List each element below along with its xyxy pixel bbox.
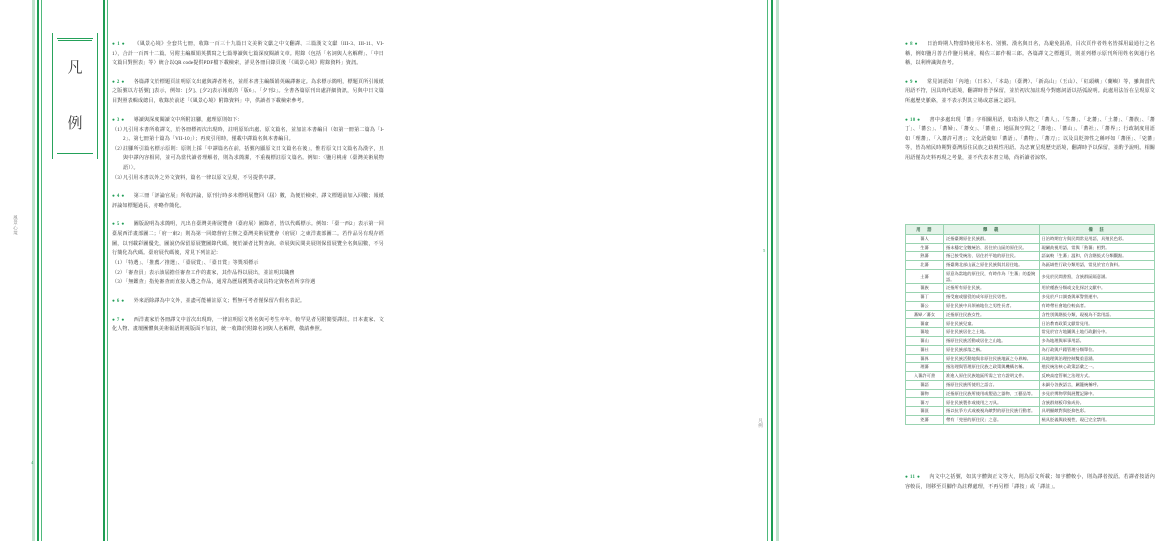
sublist-item bbox=[112, 278, 384, 288]
left-note-item bbox=[112, 116, 384, 184]
table-cell-def: 泛指原住民族女性。 bbox=[943, 310, 1039, 319]
table-cell-term: 蕃地 bbox=[906, 328, 944, 337]
table-cell-note: 反映高度管制之治理方式。 bbox=[1039, 372, 1154, 381]
table-cell-term: 蕃山 bbox=[906, 336, 944, 345]
table-cell-term: 熟蕃 bbox=[906, 252, 944, 261]
table-cell-term: 土蕃 bbox=[906, 269, 944, 283]
sublist-item-label: （3） bbox=[112, 279, 126, 286]
table-cell-term: 蕃人 bbox=[906, 234, 944, 243]
sublist-item bbox=[112, 126, 384, 145]
table-cell-term: 入蕃許可書 bbox=[906, 372, 944, 381]
table-cell-term: 蕃物 bbox=[906, 389, 944, 398]
left-note-item-text: 各篇譯文於標題頁註明原文出處與譯者姓名，並經本書主編顏娟英編譯審定。為求標示簡明，標題頁所引報紙之版號以方括號[ ]表示，例如：[夕]、[夕2]表示報紙的「版6」、「夕刊2」。全書各篇原刊出處詳細資訊，另與中日文篇目對照表輯成總目，收錄於前述「《風景心境》附錄資料」中，供讀者下載檢索參考。 bbox=[112, 78, 384, 104]
decorative-rule-thick-inner-left bbox=[103, 0, 105, 541]
right-note-item bbox=[905, 40, 1155, 69]
table-cell-note: 極具貶義與歧視性，現已完全禁用。 bbox=[1039, 416, 1154, 425]
left-note-item bbox=[112, 78, 384, 107]
left-note-item-number: ● 4 ● bbox=[112, 194, 125, 200]
table-row bbox=[906, 363, 1155, 372]
table-cell-def: 原住民族活動地與非原住民族地區之分界線。 bbox=[943, 354, 1039, 363]
table-cell-def: 指已接受統治、居住於平地的原住民。 bbox=[943, 252, 1039, 261]
table-cell-def: 指原住民族活動或居住之山地。 bbox=[943, 336, 1039, 345]
margin-note-right: 凡例 bbox=[758, 418, 764, 429]
left-note-item-paragraph bbox=[112, 116, 384, 126]
table-column-header: 備 註 bbox=[1039, 225, 1154, 235]
table-row bbox=[906, 261, 1155, 270]
decorative-rule-thin-left bbox=[41, 0, 42, 541]
table-row bbox=[906, 269, 1155, 283]
table-row bbox=[906, 398, 1155, 407]
table-cell-note: 具地理與治理控制雙重意涵。 bbox=[1039, 354, 1154, 363]
left-note-item bbox=[112, 192, 384, 211]
sublist-item-label: （2） bbox=[112, 145, 126, 152]
table-cell-term: 理蕃 bbox=[906, 363, 944, 372]
left-note-item-number: ● 3 ● bbox=[112, 117, 125, 123]
table-row bbox=[906, 380, 1155, 389]
table-cell-def: 泛指所有原住民族。 bbox=[943, 284, 1039, 293]
right-note-item-paragraph bbox=[905, 78, 1155, 107]
left-note-item-number: ● 1 ● bbox=[112, 42, 126, 47]
sublist-item bbox=[112, 174, 384, 184]
table-row bbox=[906, 293, 1155, 302]
page-title-block bbox=[52, 33, 98, 159]
table-cell-def: 泛指臺灣原住民族群。 bbox=[943, 234, 1039, 243]
table-cell-def: 指原住民族所使用之語言。 bbox=[943, 380, 1039, 389]
sublist-item bbox=[112, 145, 384, 174]
table-column-header: 釋 義 bbox=[943, 225, 1039, 235]
table-cell-note: 為區域性行政分類用語，常見於官方資料。 bbox=[1039, 261, 1154, 270]
margin-note-left: 風景心境 bbox=[13, 215, 19, 236]
right-note-item-paragraph bbox=[905, 40, 1155, 69]
table-cell-def: 指未穩定全數統治、居住於山區的原住民。 bbox=[943, 243, 1039, 252]
sublist-item-text: 註腳所引篇名標示原則：原則上採「中譯篇名在前，括號內顯原文日文篇名在後」，惟若原文日文篇名為漢字，且與中譯內容相同，並可為當代讀者理解者，則為求簡潔，不重複標註原文篇名。例如：〈鹽月桃甫（臺灣美術展物語）〉。 bbox=[123, 145, 384, 172]
left-note-item-text: 外來語除譯為中文外，並盡可能補註原文；暫無可考者僅保留片假名表記。 bbox=[133, 298, 306, 305]
table-cell-term: 蕃匪 bbox=[906, 407, 944, 416]
sublist-item-label: （3） bbox=[112, 174, 126, 181]
terminology-table-body bbox=[906, 234, 1155, 424]
table-cell-note: 含性別與階級分類，現視為不當用語。 bbox=[1039, 310, 1154, 319]
decorative-rule-pale-right bbox=[776, 0, 779, 541]
table-cell-def: 原意為當地的原住民，有時作為「生蕃」的委婉語。 bbox=[943, 269, 1039, 283]
left-note-item-number: ● 6 ● bbox=[112, 299, 125, 305]
table-cell-def: 准進入原住民族地區所需之官方證明文件。 bbox=[943, 372, 1039, 381]
right-note-item-text: 書中多處出現「蕃」字相關用語，如指涉人物之「蕃人」、「生蕃」、「北蕃」、「土蕃」、「蕃族」、「蕃丁」、「蕃公」、「蕃婦」、「蕃女」、「蕃童」；地區與空間之「蕃地」、「蕃山」、「蕃社」、「蕃界」；行政制度用語如「理蕃」、「入蕃許可書」；文化語彙如「蕃語」、「蕃物」、「蕃刀」；以及具貶抑性之稱呼如「蕃匪」、「兇蕃」等，皆為殖民時期對臺灣原住民族之歧視性用語。為忠實呈現歷史語境，翻譯時予以保留，並酌予說明。相關用語僅為史料再現之考量，並不代表本書立場，尚祈讀者諒察。 bbox=[905, 116, 1155, 161]
sublist-item-text: 凡引用本書所收譯文，於各冊標初次出現時，註明原始出處、原文篇名，並加註本書編目（如第一冊第二篇為「I-2」、第七冊第十篇為「VII-10」）；再度引用時，僅載中譯篇名與本書編目。 bbox=[123, 126, 384, 143]
table-row bbox=[906, 310, 1155, 319]
table-row bbox=[906, 234, 1155, 243]
table-cell-term: 蕃童 bbox=[906, 319, 944, 328]
left-note-item bbox=[112, 297, 384, 307]
right-page bbox=[400, 0, 1155, 541]
right-note-item-number: ● 10 ● bbox=[905, 117, 921, 123]
right-note-bottom-item-number: ● 11 ● bbox=[905, 475, 921, 480]
left-note-item-text: 《風景心境》全套共七冊，收錄一百三十九篇日文美術文獻之中文翻譯、三篇漢文文獻（III-3、III-11、VI-1），合計一百四十二篇。另附主編顏娟英撰寫之七篇導讀與七篇深度閱讀文章。附錄（包括「名詞與人名解釋」、「中日文篇目對照表」等）統合以QR code提供PDF檔下載檢索，詳見各冊目錄頁後「《風景心境》附錄資料」資訊。 bbox=[112, 41, 384, 67]
table-cell-term: 兇蕃 bbox=[906, 416, 944, 425]
left-note-item bbox=[112, 316, 384, 335]
table-row bbox=[906, 252, 1155, 261]
sublist-item bbox=[112, 259, 384, 269]
table-row bbox=[906, 407, 1155, 416]
table-cell-def: 指臺灣北部山區之原住民族與其居住地。 bbox=[943, 261, 1039, 270]
left-note-item-text: 圖版說明為求簡明，凡出自臺灣美術展覽會（臺府展）圖錄者，皆以代碼標示。例如：「臺一西2」表示第一回臺展西洋畫部圖二；「府一東2」則為第一回總督府主辦之臺灣美術展覽會（府展）之東洋畫部圖二。若作品另有現存經圖，以刊載彩圖優先，圖說仍保留原展覽圖錄代碼，便於讀者比對查詢。帝展與民間美展則保留展覽全名與屆數，不另行簡化為代碼。臺府展代碼後，常見下列註記： bbox=[112, 221, 384, 257]
table-cell-def: 指以抗爭方式或被視為敵對的原住民族行動者。 bbox=[943, 407, 1039, 416]
table-row bbox=[906, 372, 1155, 381]
folio-left: 4 bbox=[29, 460, 35, 466]
sublist-item-label: （2） bbox=[112, 269, 126, 276]
table-cell-term: 蕃語 bbox=[906, 380, 944, 389]
sublist-item-text: 「無鑑查」指免審查而直接入選之作品，通常為歷屆獲獎者或具特定資格者所享待遇 bbox=[123, 279, 316, 286]
table-cell-def: 指治理與管理原住民族之政策與機構名稱。 bbox=[943, 363, 1039, 372]
left-note-item-text: 第三冊「評論官展」所收評論，原刊行時多未標明展覽回（屆）數，為便於檢索，譯文標題前加入回數；報紙評論如標題過長，亦略作簡化。 bbox=[112, 193, 384, 209]
decorative-rule-thick-inner-right bbox=[771, 0, 773, 541]
page-title-char-1: 凡 bbox=[67, 59, 83, 76]
left-note-item-text: 西洋畫家於各冊譯文中首次出現時，一律註明原文姓名與可考生卒年，較罕見者另附簡要譯註。日本畫家、文化人物、畫壇團體與美術報語則視版面不加註，統一收錄於附錄名詞與人名解釋，敬請參照。 bbox=[112, 316, 384, 333]
left-page bbox=[0, 0, 400, 541]
left-note-item-paragraph bbox=[112, 78, 384, 107]
sublist-item-text: 凡引用本書以外之外文資料，篇名一律以原文呈現，不另提供中譯。 bbox=[123, 174, 279, 181]
table-cell-def: 原住民族部落之稱。 bbox=[943, 345, 1039, 354]
table-cell-term: 蕃刀 bbox=[906, 398, 944, 407]
table-cell-note: 日治時期官方與民間常見用語，具殖民色彩。 bbox=[1039, 234, 1154, 243]
decorative-rule-thin-inner-left bbox=[107, 0, 108, 541]
left-note-item-paragraph bbox=[112, 220, 384, 258]
folio-right: 5 bbox=[761, 248, 767, 254]
table-row bbox=[906, 336, 1155, 345]
table-cell-def: 原住民族居住之土地。 bbox=[943, 328, 1039, 337]
table-row bbox=[906, 243, 1155, 252]
sublist-item-label: （1） bbox=[112, 126, 126, 133]
left-note-item-number: ● 7 ● bbox=[112, 317, 125, 323]
table-cell-note: 有時帶社會地位較高者。 bbox=[1039, 301, 1154, 310]
decorative-rule-thin-inner-right bbox=[767, 0, 768, 541]
left-note-item-text: 導讀與深度閱讀文中所附註腳，處理原則如下： bbox=[133, 116, 243, 123]
page-title bbox=[53, 40, 97, 152]
table-cell-def: 原住民族中具領袖地位之男性長者。 bbox=[943, 301, 1039, 310]
table-cell-note: 殖民統治核心政策語彙之一。 bbox=[1039, 363, 1154, 372]
sublist-item bbox=[112, 269, 384, 279]
sublist-item-label: （1） bbox=[112, 260, 126, 267]
right-note-item bbox=[905, 78, 1155, 107]
table-row bbox=[906, 301, 1155, 310]
table-row bbox=[906, 345, 1155, 354]
sublist-item-text: 「特選」、「推薦／推選」、「臺展賞」、「臺日賞」等獎項標示 bbox=[123, 260, 259, 267]
right-note-bottom-item bbox=[905, 473, 1155, 492]
table-cell-def: 原住民族兒童。 bbox=[943, 319, 1039, 328]
right-note-item-paragraph bbox=[905, 116, 1155, 164]
right-note-item-text: 常見詞語如「內地」（日本）、「本島」（臺灣）、「新高山」（玉山）、「紅頭嶼」（蘭嶼）等，雖與當代用語不符，因具時代語境，翻譯時皆予保留，並於初次加註現今對應詞語以括弧說明。此處用法旨在呈現原文所處歷史脈絡，並不表示對其立場或意涵之認同。 bbox=[905, 78, 1155, 104]
right-note-item bbox=[905, 116, 1155, 164]
table-cell-term: 蕃婦／蕃女 bbox=[906, 310, 944, 319]
left-note-item-paragraph bbox=[112, 192, 384, 211]
table-cell-note: 多為地理與軍事用語。 bbox=[1039, 336, 1154, 345]
table-cell-def: 泛指原住民族所使用或製造之器物、工藝品等。 bbox=[943, 389, 1039, 398]
terminology-table bbox=[905, 224, 1155, 425]
table-cell-def: 原住民族製作或使用之刀具。 bbox=[943, 398, 1039, 407]
right-note-item-number: ● 9 ● bbox=[905, 79, 918, 85]
left-note-item-paragraph bbox=[112, 40, 384, 69]
table-cell-term: 蕃族 bbox=[906, 284, 944, 293]
table-cell-term: 蕃丁 bbox=[906, 293, 944, 302]
right-note-bottom-item-paragraph bbox=[905, 473, 1155, 492]
left-note-sublist bbox=[112, 259, 384, 288]
table-cell-note: 用於種族分類或文化探討文獻中。 bbox=[1039, 284, 1154, 293]
table-cell-term: 蕃公 bbox=[906, 301, 944, 310]
table-cell-note: 多見於民間書寫，含族群區隔意涵。 bbox=[1039, 269, 1154, 283]
table-cell-def: 帶有「兇惡的原住民」之意。 bbox=[943, 416, 1039, 425]
table-cell-note: 多見於博物學與展覽記錄中。 bbox=[1039, 389, 1154, 398]
left-page-body bbox=[112, 40, 384, 335]
left-note-sublist bbox=[112, 126, 384, 184]
sublist-item-text: 「審查員」表示該屆擔任審查工作的畫家，其作品得以展出，並註明其職務 bbox=[123, 269, 295, 276]
table-column-header: 用 語 bbox=[906, 225, 944, 235]
terminology-table-head bbox=[906, 225, 1155, 235]
left-note-item bbox=[112, 220, 384, 288]
right-page-body-top bbox=[905, 40, 1155, 164]
right-page-body-bottom bbox=[905, 473, 1155, 492]
table-cell-note: 日治教育政策文獻常見用。 bbox=[1039, 319, 1154, 328]
right-note-item-text: 日治時期人物當時使用本名、別號、漢名與日名，為避免混淆，目次頁作者姓名皆採用最通行之名稱，例如鹽月善吉作鹽月桃甫，楊佐三郎作楊三郎。各篇譯文之標題頁，則並列標示原刊所用姓名與通行名稱，以利辨識與查考。 bbox=[905, 41, 1155, 67]
left-note-item-paragraph bbox=[112, 297, 384, 307]
title-bar-bottom bbox=[57, 152, 93, 155]
table-cell-note: 現屬歧視用語，常與「熟蕃」相對。 bbox=[1039, 243, 1154, 252]
left-note-item-number: ● 2 ● bbox=[112, 79, 125, 85]
table-cell-note: 多見於戶口調查與軍警營運中。 bbox=[1039, 293, 1154, 302]
table-cell-note: 為行政與戶籍管理分類單位。 bbox=[1039, 345, 1154, 354]
table-cell-term: 生蕃 bbox=[906, 243, 944, 252]
table-row bbox=[906, 328, 1155, 337]
table-cell-term: 蕃界 bbox=[906, 354, 944, 363]
right-note-item-number: ● 8 ● bbox=[905, 42, 919, 47]
table-row bbox=[906, 319, 1155, 328]
table-header-row bbox=[906, 225, 1155, 235]
table-cell-note: 語氣較「生蕃」溫和，仍含階級式分類觀點。 bbox=[1039, 252, 1154, 261]
table-cell-term: 北蕃 bbox=[906, 261, 944, 270]
table-cell-note: 未細分各族語言，屬籠統稱呼。 bbox=[1039, 380, 1154, 389]
table-row bbox=[906, 354, 1155, 363]
table-cell-term: 蕃社 bbox=[906, 345, 944, 354]
table-cell-note: 具明顯敵對與貶抑色彩。 bbox=[1039, 407, 1154, 416]
page-title-char-2: 例 bbox=[67, 115, 83, 132]
left-note-item bbox=[112, 40, 384, 69]
right-note-bottom-item-text: 內文中之括號，如其字體與正文等大，則為原文所載；如字體較小，則為譯者按語。若譯者按語內容較長，則移至頁腳作為註釋處理，不再另標「譯按」或「譯註」。 bbox=[905, 474, 1155, 490]
table-cell-note: 常見於官方地圖與土地行政劃分中。 bbox=[1039, 328, 1154, 337]
table-cell-note: 含族群刻板印象成份。 bbox=[1039, 398, 1154, 407]
left-note-item-paragraph bbox=[112, 316, 384, 335]
table-row bbox=[906, 389, 1155, 398]
table-row bbox=[906, 284, 1155, 293]
left-note-item-number: ● 5 ● bbox=[112, 222, 125, 228]
table-cell-def: 指受雇或服役的成年原住民男性。 bbox=[943, 293, 1039, 302]
decorative-rule-thick-left bbox=[37, 0, 39, 541]
table-row bbox=[906, 416, 1155, 425]
